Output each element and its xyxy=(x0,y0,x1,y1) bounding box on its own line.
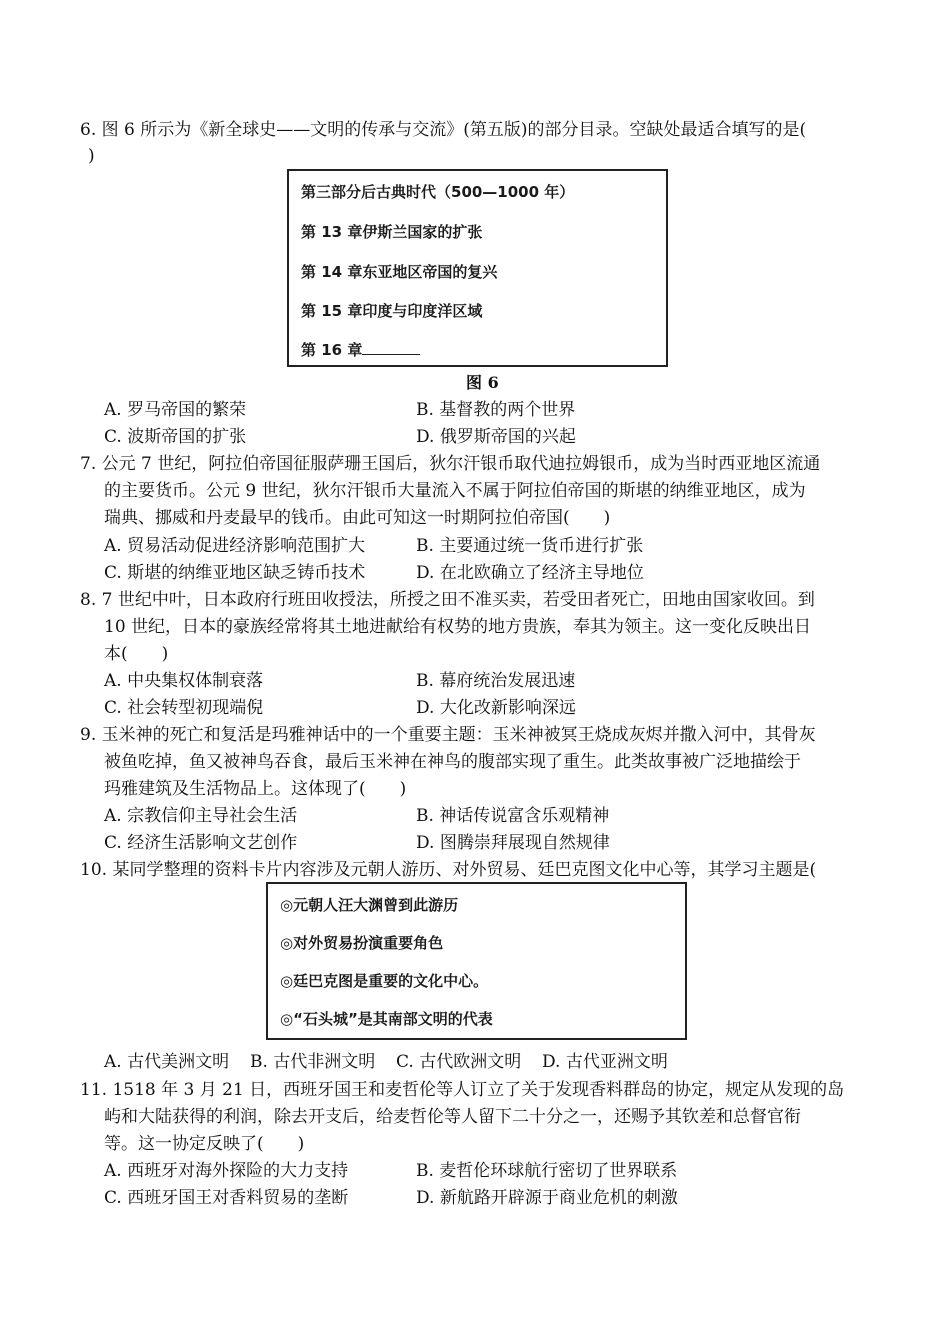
q11-stem-line1: 11. 1518 年 3 月 21 日，西班牙国王和麦哲伦等人订立了关于发现香料群岛的协定，规定从发现的岛 xyxy=(80,1080,845,1100)
q9-stem-line2: 被鱼吃掉，鱼又被神鸟吞食，最后玉米神在神鸟的腹部实现了重生。此类故事被广泛地描绘于 xyxy=(104,752,801,772)
q7-option-d[interactable]: D. 在北欧确立了经济主导地位 xyxy=(416,563,644,583)
q7-option-a[interactable]: A. 贸易活动促进经济影响范围扩大 xyxy=(104,536,366,556)
q6-stem-line1: 6. 图 6 所示为《新全球史——文明的传承与交流》(第五版)的部分目录。空缺处最适合填写的是( xyxy=(80,120,807,140)
q6-option-d[interactable]: D. 俄罗斯帝国的兴起 xyxy=(416,427,576,447)
q8-stem-line2: 10 世纪，日本的豪族经常将其土地进献给有权势的地方贵族，奉其为领主。这一变化反映出日 xyxy=(104,617,812,637)
q6-option-b[interactable]: B. 基督教的两个世界 xyxy=(416,400,576,420)
figure-row-ch14: 第 14 章东亚地区帝国的复兴 xyxy=(301,263,498,281)
q7-option-c[interactable]: C. 斯堪的纳维亚地区缺乏铸币技术 xyxy=(104,563,366,583)
q9-stem-line1: 9. 玉米神的死亡和复活是玛雅神话中的一个重要主题：玉米神被冥王烧成灰烬并撒入河中，其骨灰 xyxy=(80,725,816,745)
q10-option-c[interactable]: C. 古代欧洲文明 xyxy=(396,1052,522,1072)
card-item-4: ◎“石头城”是其南部文明的代表 xyxy=(280,1010,493,1028)
q10-option-a[interactable]: A. 古代美洲文明 xyxy=(104,1052,230,1072)
card-item-1: ◎元朝人汪大渊曾到此游历 xyxy=(280,896,459,914)
q8-stem-line1: 8. 7 世纪中叶，日本政府行班田收授法，所授之田不准买卖，若受田者死亡，田地由国家收回。到 xyxy=(80,590,815,610)
q11-option-d[interactable]: D. 新航路开辟源于商业危机的刺激 xyxy=(416,1188,678,1208)
q6-option-c[interactable]: C. 波斯帝国的扩张 xyxy=(104,427,247,447)
figure-row-ch13: 第 13 章伊斯兰国家的扩张 xyxy=(301,223,483,241)
q9-option-c[interactable]: C. 经济生活影响文艺创作 xyxy=(104,833,298,853)
q8-option-c[interactable]: C. 社会转型初现端倪 xyxy=(104,698,264,718)
q11-option-b[interactable]: B. 麦哲伦环球航行密切了世界联系 xyxy=(416,1161,678,1181)
q6-figure-caption: 图 6 xyxy=(466,373,499,392)
q10-option-b[interactable]: B. 古代非洲文明 xyxy=(250,1052,376,1072)
q10-card-box xyxy=(266,882,687,1040)
q10-stem: 10. 某同学整理的资料卡片内容涉及元朝人游历、对外贸易、廷巴克图文化中心等，其学习主题是( xyxy=(80,860,817,880)
q11-stem-line2: 屿和大陆获得的利润，除去开支后，给麦哲伦等人留下二十分之一，还赐予其钦差和总督官衔 xyxy=(104,1107,801,1127)
q6-stem-line2: ) xyxy=(88,146,95,166)
q7-stem-line3: 瑞典、挪威和丹麦最早的钱币。由此可知这一时期阿拉伯帝国( ) xyxy=(104,508,611,528)
figure-row-part: 第三部分后古典时代（500—1000 年） xyxy=(301,183,575,201)
q7-option-b[interactable]: B. 主要通过统一货币进行扩张 xyxy=(416,536,644,556)
q9-stem-line3: 玛雅建筑及生活物品上。这体现了( ) xyxy=(104,779,407,799)
q7-stem-line1: 7. 公元 7 世纪，阿拉伯帝国征服萨珊王国后，狄尔汗银币取代迪拉姆银币，成为当时西亚地区流通 xyxy=(80,454,821,474)
q10-option-d[interactable]: D. 古代亚洲文明 xyxy=(542,1052,668,1072)
figure-row-ch16-label: 第 16 章 xyxy=(301,341,363,359)
q9-option-a[interactable]: A. 宗教信仰主导社会生活 xyxy=(104,806,298,826)
q7-stem-line2: 的主要货币。公元 9 世纪，狄尔汗银币大量流入不属于阿拉伯帝国的斯堪的纳维亚地区，成为 xyxy=(104,481,806,501)
q11-stem-line3: 等。这一协定反映了( ) xyxy=(104,1134,305,1154)
q6-option-a[interactable]: A. 罗马帝国的繁荣 xyxy=(104,400,247,420)
q11-option-c[interactable]: C. 西班牙国王对香料贸易的垄断 xyxy=(104,1188,349,1208)
card-item-2: ◎对外贸易扮演重要角色 xyxy=(280,934,444,952)
q6-figure-box xyxy=(287,169,668,367)
q8-option-a[interactable]: A. 中央集权体制衰落 xyxy=(104,671,264,691)
figure-row-ch15: 第 15 章印度与印度洋区域 xyxy=(301,302,483,320)
q9-option-b[interactable]: B. 神话传说富含乐观精神 xyxy=(416,806,610,826)
card-item-3: ◎廷巴克图是重要的文化中心。 xyxy=(280,972,489,990)
figure-row-ch16 xyxy=(301,339,420,360)
q9-option-d[interactable]: D. 图腾崇拜展现自然规律 xyxy=(416,833,610,853)
q8-stem-line3: 本( ) xyxy=(104,644,169,664)
answer-blank xyxy=(362,340,420,355)
q8-option-d[interactable]: D. 大化改新影响深远 xyxy=(416,698,576,718)
q11-option-a[interactable]: A. 西班牙对海外探险的大力支持 xyxy=(104,1161,349,1181)
q8-option-b[interactable]: B. 幕府统治发展迅速 xyxy=(416,671,576,691)
